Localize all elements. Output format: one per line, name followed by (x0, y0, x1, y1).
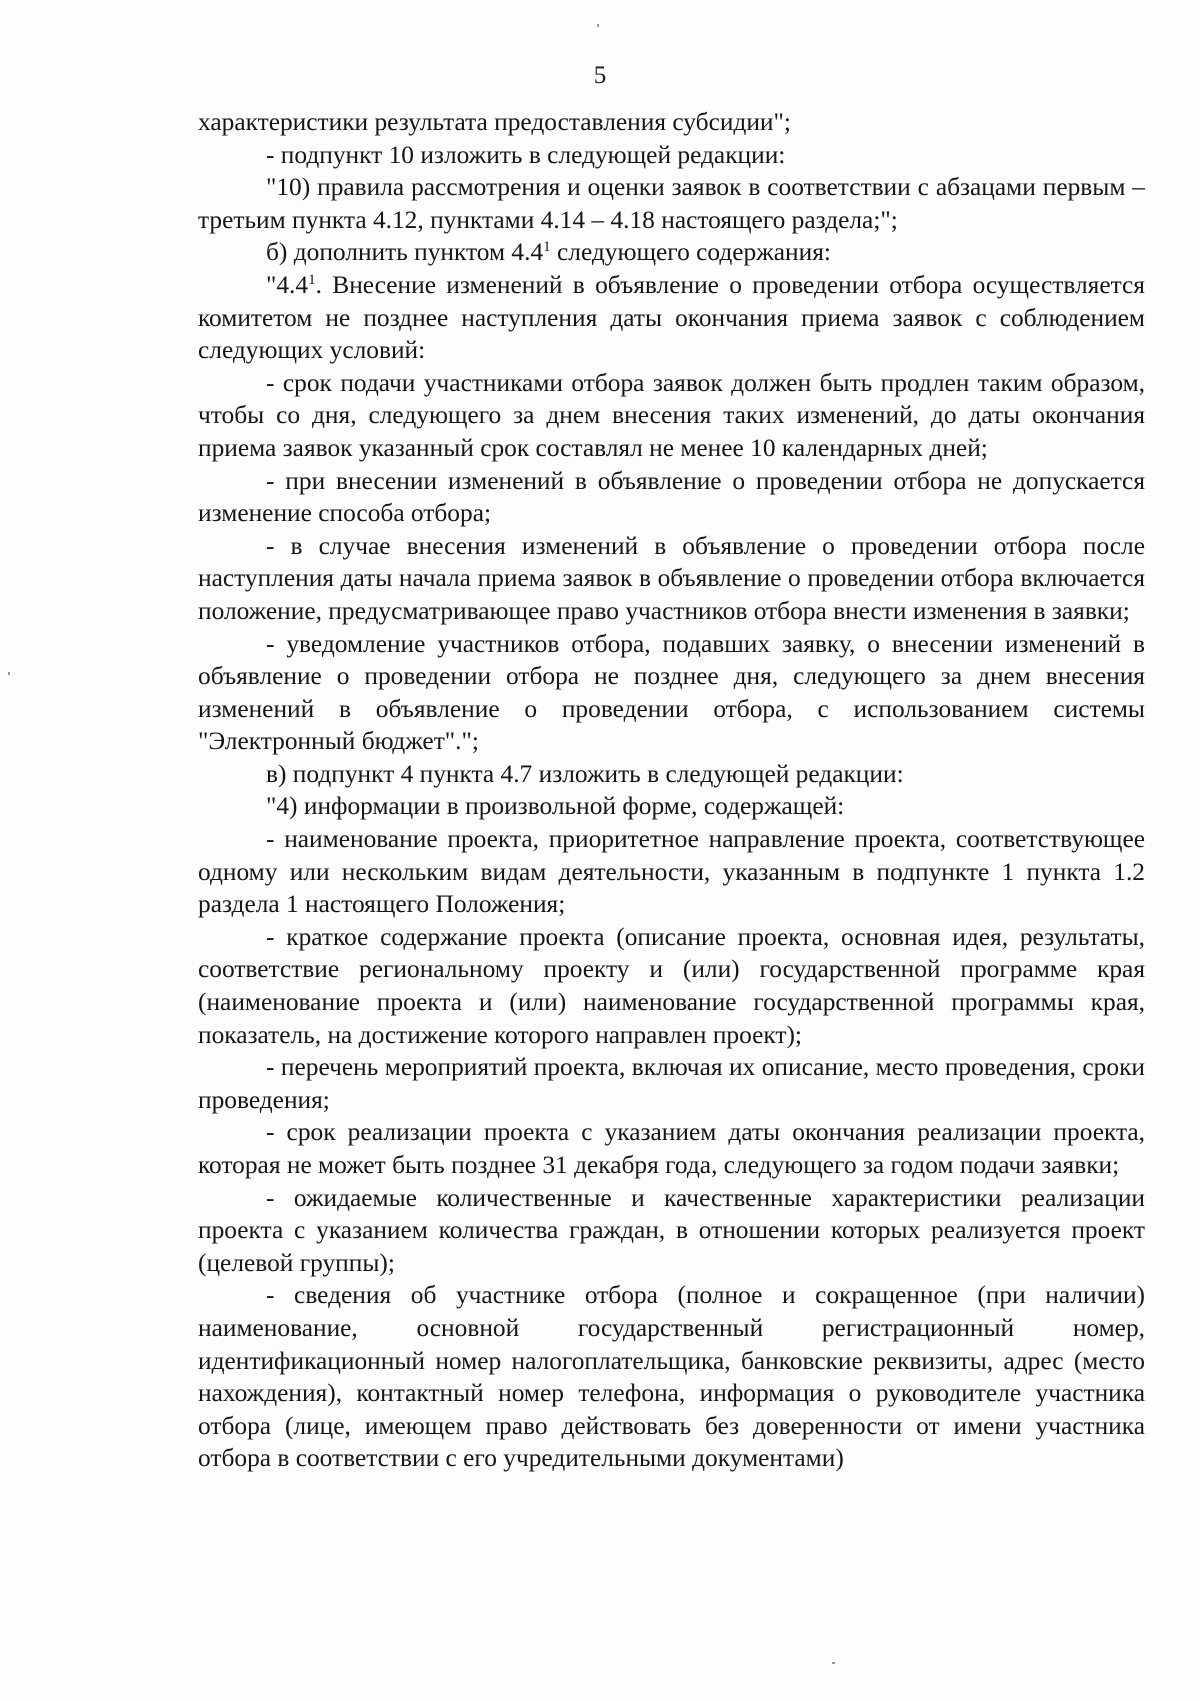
scan-speck (8, 672, 10, 675)
superscript: 1 (308, 271, 316, 288)
paragraph: - краткое содержание проекта (описание проекта, основная идея, результаты, соответствие региональному проекту и (или) государственной программе края (наименование проекта и (или) наименование государственной программы края, показатель, на достижение которого направлен проект); (198, 922, 1145, 1049)
paragraph-text: "4.4 (266, 270, 309, 299)
document-body (198, 106, 1145, 1475)
paragraph: - наименование проекта, приоритетное направление проекта, соответствующее одному или нескольким видам деятельности, указанным в подпункте 1 пункта 1.2 раздела 1 настоящего Положения; (198, 825, 1145, 919)
paragraph: - сведения об участнике отбора (полное и сокращенное (при наличии) наименование, основной государственный регистрационный номер, идентификационный номер налогоплательщика, банковские реквизиты, адрес (место нахождения), контактный номер телефона, информация о руководителе участника отбора (лице, имеющем право действовать без доверенности от имени участника отбора в соответствии с его учредительными документами) (198, 1281, 1145, 1473)
paragraph: - срок реализации проекта с указанием даты окончания реализации проекта, которая не может быть позднее 31 декабря года, следующего за годом подачи заявки; (198, 1118, 1145, 1179)
paragraph: "4) информации в произвольной форме, содержащей: (266, 792, 845, 821)
paragraph: в) подпункт 4 пункта 4.7 изложить в следующей редакции: (266, 759, 904, 788)
paragraph-text: . Внесение изменений в объявление о проведении отбора осуществляется комитетом не позднее наступления даты окончания приема заявок с соблюдением следующих условий: (198, 270, 1145, 365)
paragraph: - в случае внесения изменений в объявление о проведении отбора после наступления даты начала приема заявок в объявление о проведении отбора включается положение, предусматривающее право участников отбора внести изменения в заявки; (198, 531, 1145, 625)
paragraph: - подпункт 10 изложить в следующей редакции: (266, 140, 786, 169)
paragraph: - срок подачи участниками отбора заявок должен быть продлен таким образом, чтобы со дня, следующего за днем внесения таких изменений, до даты окончания приема заявок указанный срок составлял не менее 10 календарных дней; (198, 368, 1145, 462)
paragraph: характеристики результата предоставления субсидии"; (198, 108, 791, 136)
paragraph: - ожидаемые количественные и качественные характеристики реализации проекта с указанием количества граждан, в отношении которых реализуется проект (целевой группы); (198, 1183, 1145, 1277)
paragraph: - перечень мероприятий проекта, включая их описание, место проведения, сроки проведения; (198, 1053, 1145, 1114)
paragraph (198, 269, 1145, 367)
superscript: 1 (543, 239, 551, 256)
paragraph: - уведомление участников отбора, подавших заявку, о внесении изменений в объявление о проведении отбора не позднее дня, следующего за днем внесения изменений в объявление о проведении отбора, с использованием системы "Электронный бюджет"."; (198, 629, 1145, 756)
paragraph (198, 236, 1145, 269)
scan-speck (832, 1662, 835, 1664)
page-number: 5 (593, 62, 607, 89)
scan-speck (597, 24, 599, 27)
paragraph-text: следующего содержания: (550, 238, 831, 267)
paragraph-text: б) дополнить пунктом 4.4 (266, 238, 544, 267)
paragraph: - при внесении изменений в объявление о проведении отбора не допускается изменение способа отбора; (198, 466, 1145, 528)
paragraph: "10) правила рассмотрения и оценки заявок в соответствии с абзацами первым – третьим пункта 4.12, пунктами 4.14 – 4.18 настоящего раздела;"; (198, 173, 1145, 234)
